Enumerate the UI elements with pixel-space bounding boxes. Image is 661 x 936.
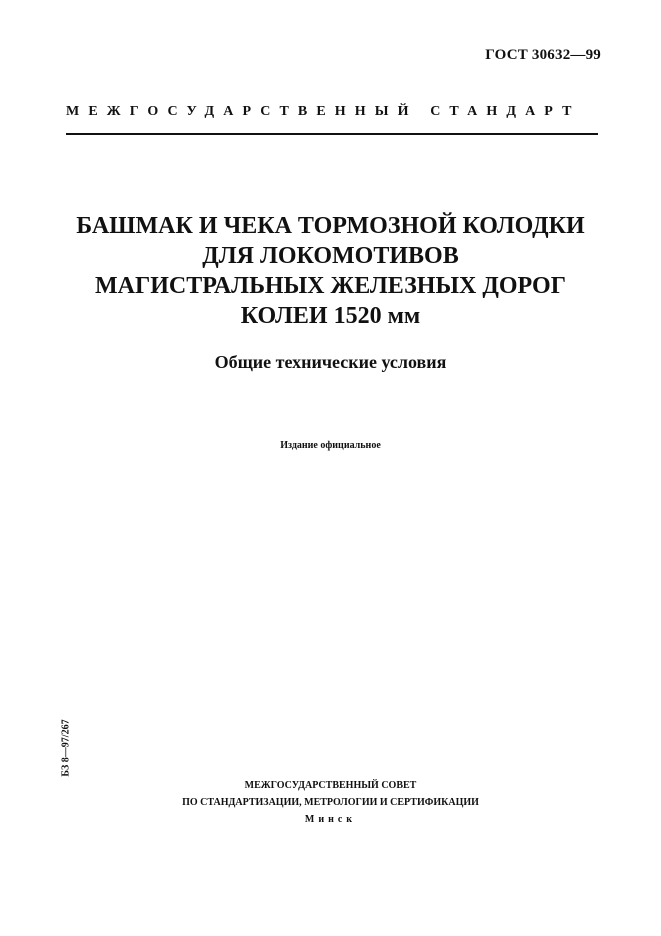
document-code: ГОСТ 30632—99 — [485, 47, 601, 63]
title-line: МАГИСТРАЛЬНЫХ ЖЕЛЕЗНЫХ ДОРОГ — [95, 273, 566, 299]
edition-note: Издание официальное — [280, 440, 381, 451]
side-code-text: БЗ 8—97/267 — [60, 719, 72, 777]
header-divider — [66, 133, 598, 135]
publisher-line-2: ПО СТАНДАРТИЗАЦИИ, МЕТРОЛОГИИ И СЕРТИФИКАЦИИ — [182, 797, 479, 808]
document-subtitle: Общие технические условия — [214, 352, 447, 372]
document-title — [40, 211, 621, 331]
title-line: БАШМАК И ЧЕКА ТОРМОЗНОЙ КОЛОДКИ — [76, 213, 585, 239]
standard-type-heading: МЕЖГОСУДАРСТВЕННЫЙ СТАНДАРТ — [66, 104, 581, 119]
publisher-city: Минск — [304, 814, 357, 825]
title-line: ДЛЯ ЛОКОМОТИВОВ — [202, 243, 459, 269]
publisher-line-1: МЕЖГОСУДАРСТВЕННЫЙ СОВЕТ — [244, 780, 417, 791]
title-line: КОЛЕИ 1520 мм — [240, 303, 421, 329]
publisher-block — [40, 777, 621, 828]
